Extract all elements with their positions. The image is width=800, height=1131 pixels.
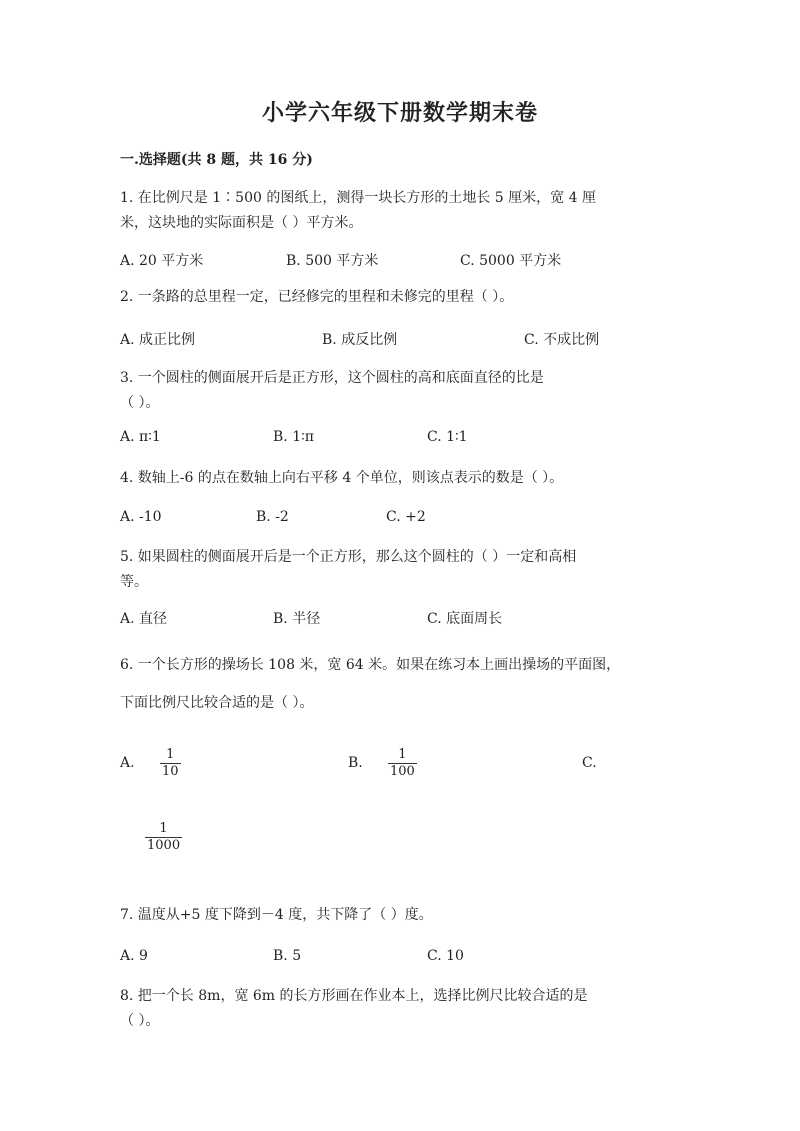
question-5 xyxy=(120,545,680,595)
fraction-numerator: 1 xyxy=(166,747,175,762)
page-title: 小学六年级下册数学期末卷 xyxy=(261,100,538,126)
question-text: 4. 数轴上-6 的点在数轴上向右平移 4 个单位，则该点表示的数是（ ）。 xyxy=(120,470,564,486)
fraction-option-c xyxy=(145,822,182,853)
question-3 xyxy=(120,366,680,416)
question-2 xyxy=(120,285,680,310)
option-a: A. 直径 xyxy=(120,611,168,627)
question-8 xyxy=(120,984,680,1034)
option-a: A. 20 平方米 xyxy=(120,253,204,269)
question-text: 2. 一条路的总里程一定，已经修完的里程和未修完的里程（ ）。 xyxy=(120,289,514,305)
fraction-numerator: 1 xyxy=(159,821,168,836)
option-b: B. -2 xyxy=(256,509,289,525)
option-a: A. xyxy=(120,755,135,771)
question-text: 3. 一个圆柱的侧面展开后是正方形，这个圆柱的高和底面直径的比是 xyxy=(120,370,544,386)
question-text: 6. 一个长方形的操场长 108 米，宽 64 米。如果在练习本上画出操场的平面图， xyxy=(120,657,621,673)
question-text: 1. 在比例尺是 1∶500 的图纸上，测得一块长方形的土地长 5 厘米，宽 4 厘 xyxy=(120,190,596,206)
option-c: C. 5000 平方米 xyxy=(460,253,562,269)
section-heading: 一.选择题(共 8 题，共 16 分) xyxy=(120,152,313,168)
fraction-numerator: 1 xyxy=(398,747,407,762)
option-b: B. 成反比例 xyxy=(322,332,398,348)
fraction-denominator: 100 xyxy=(390,764,415,779)
option-a: A. -10 xyxy=(120,509,162,525)
option-c: C. 底面周长 xyxy=(427,611,503,627)
option-a: A. π∶1 xyxy=(120,429,161,445)
question-text: 下面比例尺比较合适的是（ ）。 xyxy=(120,695,314,711)
option-b: B. 1∶π xyxy=(273,429,314,445)
question-text: 米，这块地的实际面积是（ ）平方米。 xyxy=(120,215,363,231)
question-text: 5. 如果圆柱的侧面展开后是一个正方形，那么这个圆柱的（ ）一定和高相 xyxy=(120,549,577,565)
option-b: B. 半径 xyxy=(273,611,321,627)
question-4 xyxy=(120,466,680,491)
question-text: 7. 温度从+5 度下降到－4 度，共下降了（ ）度。 xyxy=(120,907,433,923)
option-a: A. 成正比例 xyxy=(120,332,196,348)
question-text: 等。 xyxy=(120,574,148,590)
option-b: B. xyxy=(348,755,363,771)
question-6 xyxy=(120,646,680,722)
option-b: B. 5 xyxy=(273,948,302,964)
fraction-option-b xyxy=(388,748,417,779)
fraction-option-a xyxy=(160,748,181,779)
question-text: （ ）。 xyxy=(120,1013,160,1029)
option-c: C. xyxy=(582,755,597,771)
option-c: C. 1∶1 xyxy=(427,429,468,445)
question-1 xyxy=(120,186,680,236)
fraction-denominator: 10 xyxy=(162,764,179,779)
option-a: A. 9 xyxy=(120,948,148,964)
option-c: C. 不成比例 xyxy=(524,332,600,348)
option-c: C. +2 xyxy=(386,509,426,525)
option-c: C. 10 xyxy=(427,948,464,964)
fraction-denominator: 1000 xyxy=(147,838,181,853)
question-text: （ ）。 xyxy=(120,395,160,411)
question-7 xyxy=(120,903,680,928)
option-b: B. 500 平方米 xyxy=(286,253,379,269)
question-text: 8. 把一个长 8m，宽 6m 的长方形画在作业本上，选择比例尺比较合适的是 xyxy=(120,988,588,1004)
